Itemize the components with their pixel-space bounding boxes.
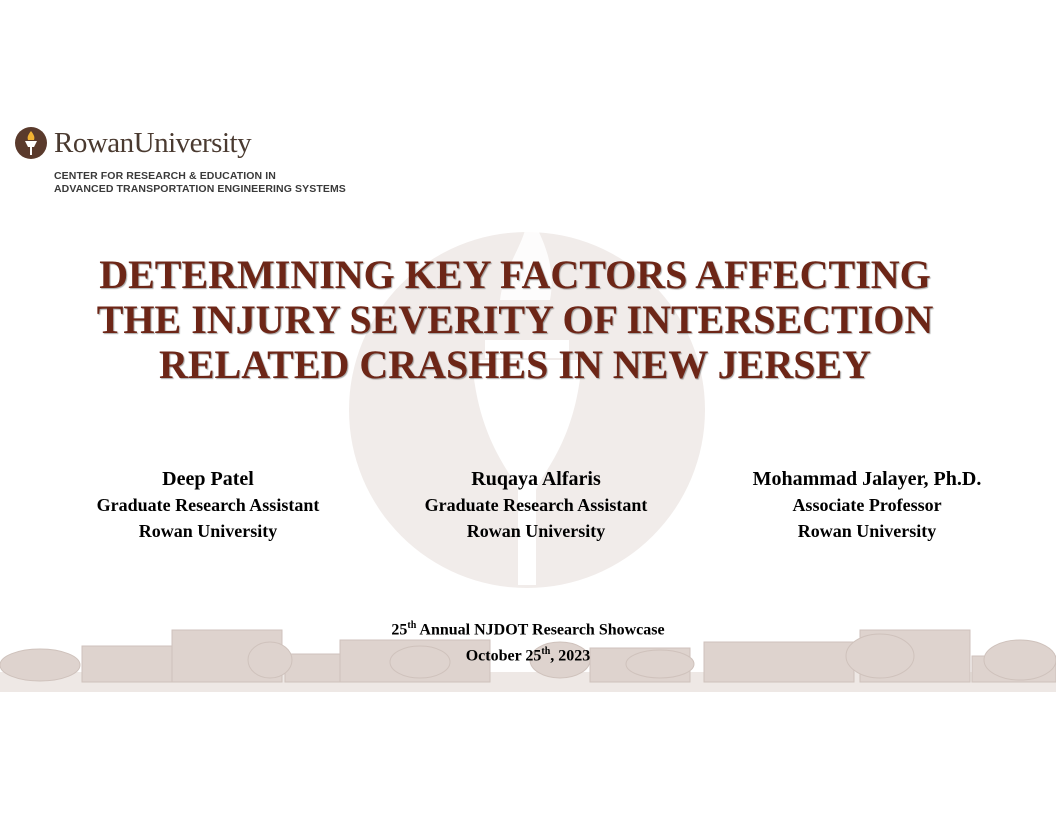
event-info [258,615,798,668]
center-name-line1: CENTER FOR RESEARCH & EDUCATION IN [54,170,276,182]
author-name: Ruqaya Alfaris [471,468,601,490]
author-role: Associate Professor [792,495,942,515]
author-org: Rowan University [138,521,278,541]
university-logo [14,126,346,196]
author-name: Mohammad Jalayer, Ph.D. [752,468,982,490]
event-name: 25th Annual NJDOT Research Showcase [391,620,665,639]
author-role: Graduate Research Assistant [424,495,648,515]
author-role: Graduate Research Assistant [96,495,320,515]
author-block-1 [58,466,358,544]
title-line1: DETERMINING KEY FACTORS AFFECTING [99,252,931,297]
logo-wordmark: RowanUniversity [54,126,252,159]
center-name [54,170,346,196]
event-date: October 25th, 2023 [465,646,591,665]
author-name: Deep Patel [162,468,254,490]
presentation-title [0,252,1030,387]
center-name-line2: ADVANCED TRANSPORTATION ENGINEERING SYSTEMS [54,183,346,195]
author-org: Rowan University [797,521,937,541]
title-line3: RELATED CRASHES IN NEW JERSEY [158,342,872,387]
author-block-3 [708,466,1026,544]
title-line2: THE INJURY SEVERITY OF INTERSECTION [96,297,934,342]
torch-logo-icon [14,126,48,160]
author-block-2 [386,466,686,544]
author-org: Rowan University [466,521,606,541]
